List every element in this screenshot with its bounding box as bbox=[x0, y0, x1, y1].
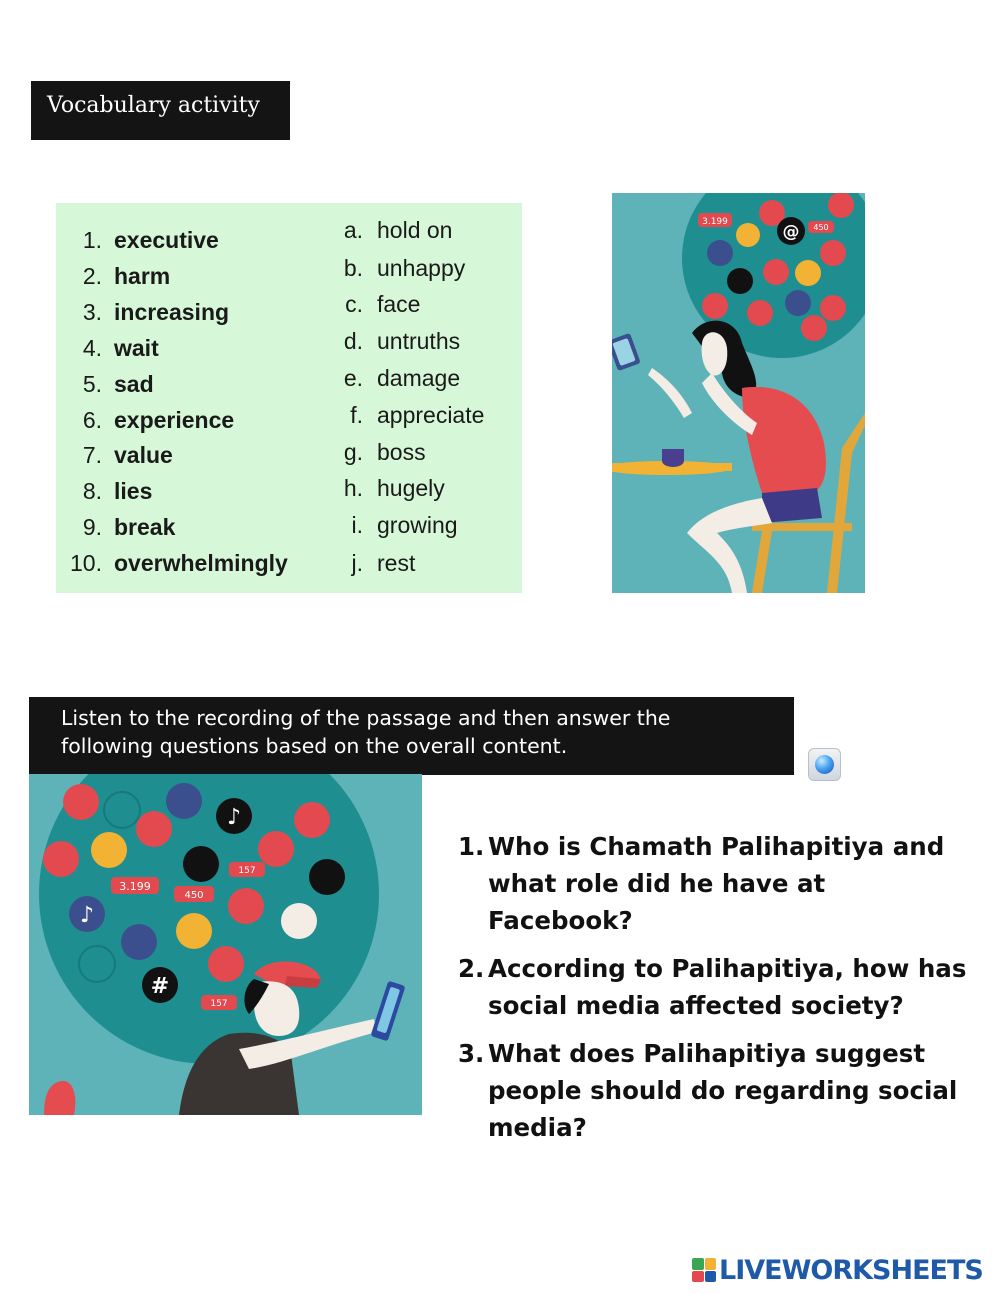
word-number: 8. bbox=[82, 478, 102, 504]
definition-text: unhappy bbox=[377, 255, 466, 281]
woman-phone-svg bbox=[612, 193, 865, 593]
definition-letter: c. bbox=[345, 291, 363, 317]
word-number: 4. bbox=[82, 335, 102, 361]
definition-text: face bbox=[377, 291, 421, 317]
word-number: 1. bbox=[82, 227, 102, 253]
vocab-word: experience bbox=[114, 407, 235, 433]
vocab-word: overwhelmingly bbox=[114, 550, 288, 576]
definition-letter: e. bbox=[343, 365, 363, 391]
vocab-word: wait bbox=[114, 335, 159, 361]
svg-text:♪: ♪ bbox=[226, 805, 242, 830]
globe-audio-icon bbox=[815, 755, 834, 774]
word-number: 9. bbox=[82, 514, 102, 540]
badge-count: 3.199 bbox=[702, 217, 728, 227]
liveworksheets-logo-icon bbox=[692, 1258, 716, 1282]
vocabulary-matching-box bbox=[56, 203, 522, 593]
svg-text:@: @ bbox=[782, 222, 800, 242]
play-audio-button[interactable] bbox=[808, 748, 841, 781]
definition-letter: b. bbox=[343, 255, 363, 281]
vocab-row bbox=[56, 402, 522, 438]
definition-letter: d. bbox=[343, 328, 363, 354]
definition-text: hold on bbox=[377, 217, 453, 243]
word-number: 5. bbox=[82, 371, 102, 397]
vocabulary-title: Vocabulary activity bbox=[31, 81, 290, 140]
man-phone-svg bbox=[29, 774, 422, 1115]
question-text: What does Palihapitiya suggest people should do regarding social media? bbox=[488, 1039, 958, 1142]
vocab-word: break bbox=[114, 514, 176, 540]
definition-text: rest bbox=[377, 550, 416, 576]
logo-text: LIVEWORKSHEETS bbox=[719, 1254, 983, 1286]
definition-letter: a. bbox=[343, 217, 363, 243]
badge-count: 450 bbox=[184, 890, 204, 901]
vocab-row bbox=[56, 545, 522, 581]
definition-letter: h. bbox=[343, 475, 363, 501]
definition-letter: i. bbox=[351, 512, 363, 538]
question-text: Who is Chamath Palihapitiya and what role did he have at Facebook? bbox=[488, 832, 945, 935]
word-number: 3. bbox=[82, 299, 102, 325]
vocab-word: sad bbox=[114, 371, 154, 397]
definition-text: boss bbox=[377, 439, 426, 465]
word-number: 7. bbox=[82, 442, 102, 468]
svg-text:♪: ♪ bbox=[79, 903, 95, 928]
question-item bbox=[458, 950, 978, 1024]
vocab-row bbox=[56, 437, 522, 473]
definition-text: hugely bbox=[377, 475, 445, 501]
definition-text: appreciate bbox=[377, 402, 485, 428]
question-number: 2. bbox=[458, 954, 485, 983]
man-phone-illustration bbox=[29, 774, 422, 1115]
svg-text:#: # bbox=[150, 974, 170, 999]
vocab-word: harm bbox=[114, 263, 171, 289]
word-number: 10. bbox=[70, 550, 102, 576]
badge-count: 3.199 bbox=[119, 880, 151, 893]
vocab-word: lies bbox=[114, 478, 153, 504]
definition-text: damage bbox=[377, 365, 461, 391]
question-item bbox=[458, 828, 978, 939]
liveworksheets-logo[interactable] bbox=[692, 1255, 983, 1285]
word-number: 6. bbox=[82, 407, 102, 433]
vocab-word: increasing bbox=[114, 299, 230, 325]
vocab-word: value bbox=[114, 442, 173, 468]
question-text: According to Palihapitiya, how has social media affected society? bbox=[488, 954, 967, 1020]
vocab-row bbox=[56, 473, 522, 509]
instruction-line: Listen to the recording of the passage and then answer the bbox=[61, 706, 671, 730]
question-number: 3. bbox=[458, 1039, 485, 1068]
badge-count: 450 bbox=[813, 223, 829, 232]
question-item bbox=[458, 1035, 978, 1146]
badge-count: 157 bbox=[210, 999, 228, 1009]
vocab-row bbox=[56, 255, 522, 294]
question-number: 1. bbox=[458, 832, 485, 861]
vocab-row bbox=[56, 509, 522, 545]
word-number: 2. bbox=[82, 263, 102, 289]
definition-letter: g. bbox=[343, 439, 363, 465]
listening-instructions bbox=[29, 697, 794, 775]
instruction-line: following questions based on the overall content. bbox=[61, 734, 568, 758]
badge-count: 157 bbox=[238, 866, 256, 876]
definition-text: growing bbox=[377, 512, 458, 538]
woman-phone-illustration bbox=[612, 193, 865, 593]
definition-letter: f. bbox=[350, 402, 363, 428]
definition-letter: j. bbox=[351, 550, 363, 576]
definition-text: untruths bbox=[377, 328, 461, 354]
vocab-word: executive bbox=[114, 227, 219, 253]
comprehension-questions bbox=[458, 828, 978, 1157]
